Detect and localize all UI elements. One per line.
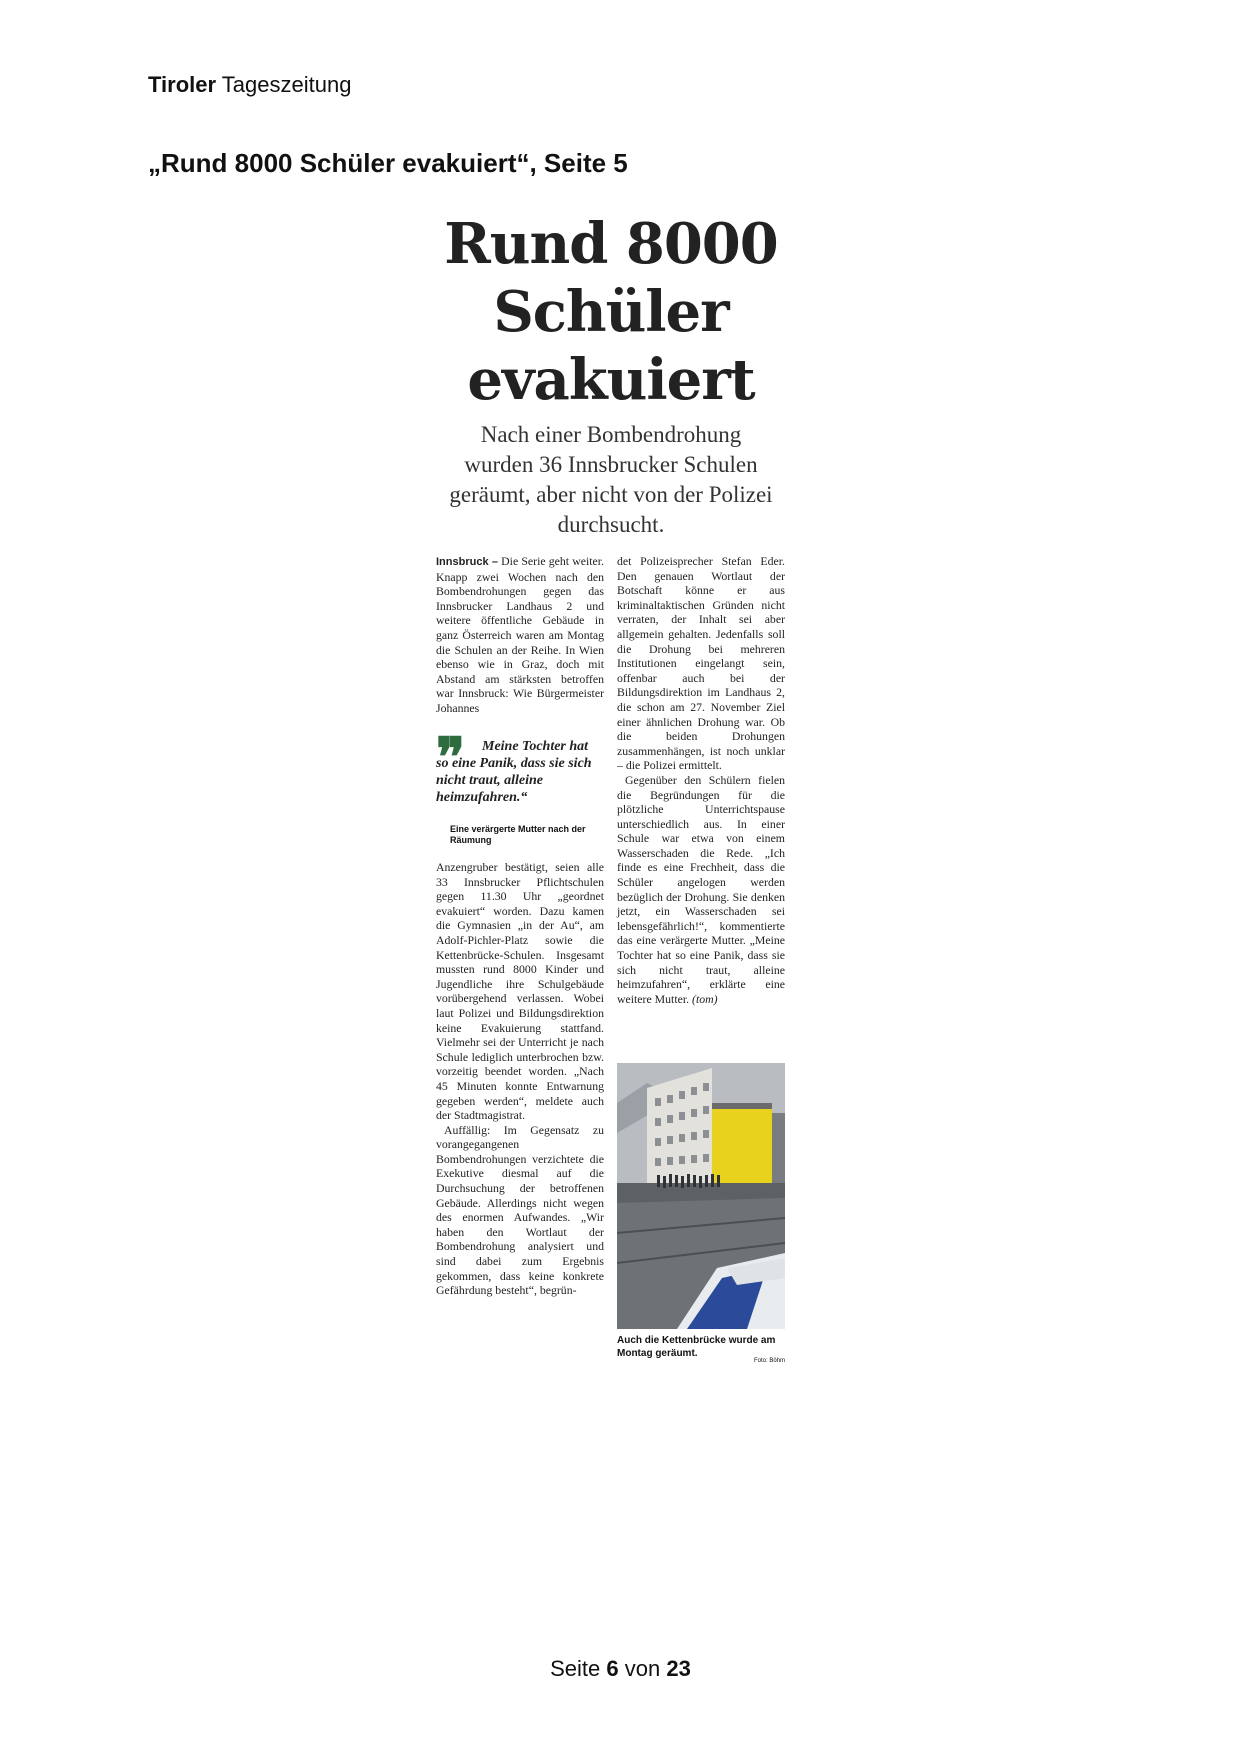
page-prefix: Seite (550, 1656, 601, 1681)
article-column-1-top (436, 554, 604, 716)
article-headline: Rund 8000 Schüler evakuiert (444, 211, 778, 413)
article-paragraph: det Polizeisprecher Stefan Eder. Den genauen Wortlaut der Botschaft könne er aus kriminaltaktischen Gründen nicht verraten, der Inhalt sei aber allgemein gehalten. Jedenfalls soll die Drohung bei mehreren Institutionen eingelangt sein, offenbar auch bei der Bildungsdirektion im Landhaus 2, die schon am 27. November Ziel einer ähnlichen Drohung war. Ob die beiden Drohungen zusammenhängen, ist noch unklar – die Polizei ermittelt. (617, 554, 785, 773)
newspaper-clipping (436, 210, 786, 1365)
article-paragraph (617, 773, 785, 1007)
article-author: (tom) (692, 991, 718, 1006)
article-subheadline: Nach einer Bombendrohung wurden 36 Innsbrucker Schulen geräumt, aber nicht von der Polizei durchsucht. (449, 422, 773, 537)
article-paragraph: Auffällig: Im Gegensatz zu vorangegangenen Bombendrohungen verzichtete die Exekutive diesmal auf die Durchsuchung der betroffenen Gebäude. Allerdings nicht wegen des enormen Aufwandes. „Wir haben den Wortlaut der Bombendrohung analysiert und sind dabei zum Ergebnis gekommen, dass keine konkrete Gefährdung besteht“, begrün- (436, 1122, 604, 1298)
article-column-2 (617, 554, 785, 1006)
photo-credit: Foto: Böhm (753, 1358, 785, 1364)
photo-caption (617, 1334, 785, 1368)
article-lead-text: Die Serie geht weiter. Knapp zwei Wochen nach den Bombendrohungen gegen das Innsbrucker Landhaus 2 und weitere öffentliche Gebäude in ganz Österreich waren am Montag die Schulen an der Reihe. In Wien ebenso wie in Graz, doch mit Abstand am stärksten betroffen war Innsbruck: Wie Bürgermeister Johannes (436, 554, 604, 715)
document-title: „Rund 8000 Schüler evakuiert“, Seite 5 (148, 148, 628, 178)
publication-name-bold: Tiroler (148, 72, 217, 97)
article-photo (617, 1063, 785, 1329)
page-middle: von (624, 1656, 661, 1681)
pull-quote-source: Eine verärgerte Mutter nach der Räumung (450, 824, 586, 845)
article-paragraph (436, 554, 604, 716)
page-footer (0, 1656, 1241, 1682)
publication-name-rest: Tageszeitung (221, 72, 352, 97)
publication-name (148, 72, 351, 98)
article-paragraph: Anzengruber bestätigt, seien alle 33 Innsbrucker Pflichtschulen gegen 11.30 Uhr „geordnet evakuiert“ worden. Dazu kamen die Gymnasien „in der Au“, am Adolf-Pichler-Platz sowie die Kettenbrücke-Schulen. Insgesamt mussten rund 8000 Kinder und Jugendliche ihre Schulgebäude vorübergehend verlassen. Wobei laut Polizei und Bildungsdirektion keine Evakuierung stattfand. Vielmehr sei der Unterricht je nach Schule lediglich unterbrochen bzw. vorzeitig beendet worden. „Nach 45 Minuten konnte Entwarnung gegeben werden“, meldete auch der Stadtmagistrat. (436, 860, 604, 1123)
school-building-police-car-image (617, 1063, 785, 1329)
article-paragraph-text: Gegenüber den Schülern fielen die Begründungen für die plötzliche Unterrichtspause unterschiedlich aus. In einer Schule war etwa von einem Wasserschaden die Rede. „Ich finde es eine Frechheit, dass die Schüler angelogen werden bezüglich der Drohung. Sie denken jetzt, ein Wasserschaden sei lebensgefährlich!“, kommentierte das eine verärgerte Mutter. „Meine Tochter hat so eine Panik, dass sie sich nicht traut, alleine heimzufahren“, erklärte eine weitere Mutter. (617, 772, 785, 1006)
page-number: 6 (606, 1656, 619, 1681)
pull-quote-text: Meine Tochter hat so eine Panik, dass sie sich nicht traut, alleine heimzufahren.“ (436, 739, 592, 805)
pull-quote (436, 725, 604, 848)
quote-mark-icon: ❞ (436, 725, 466, 789)
photo-caption-text: Auch die Kettenbrücke wurde am Montag geräumt. (617, 1335, 776, 1359)
article-column-1-bottom (436, 860, 604, 1298)
article-dateline: Innsbruck – (436, 556, 498, 568)
page-total: 23 (666, 1656, 691, 1681)
